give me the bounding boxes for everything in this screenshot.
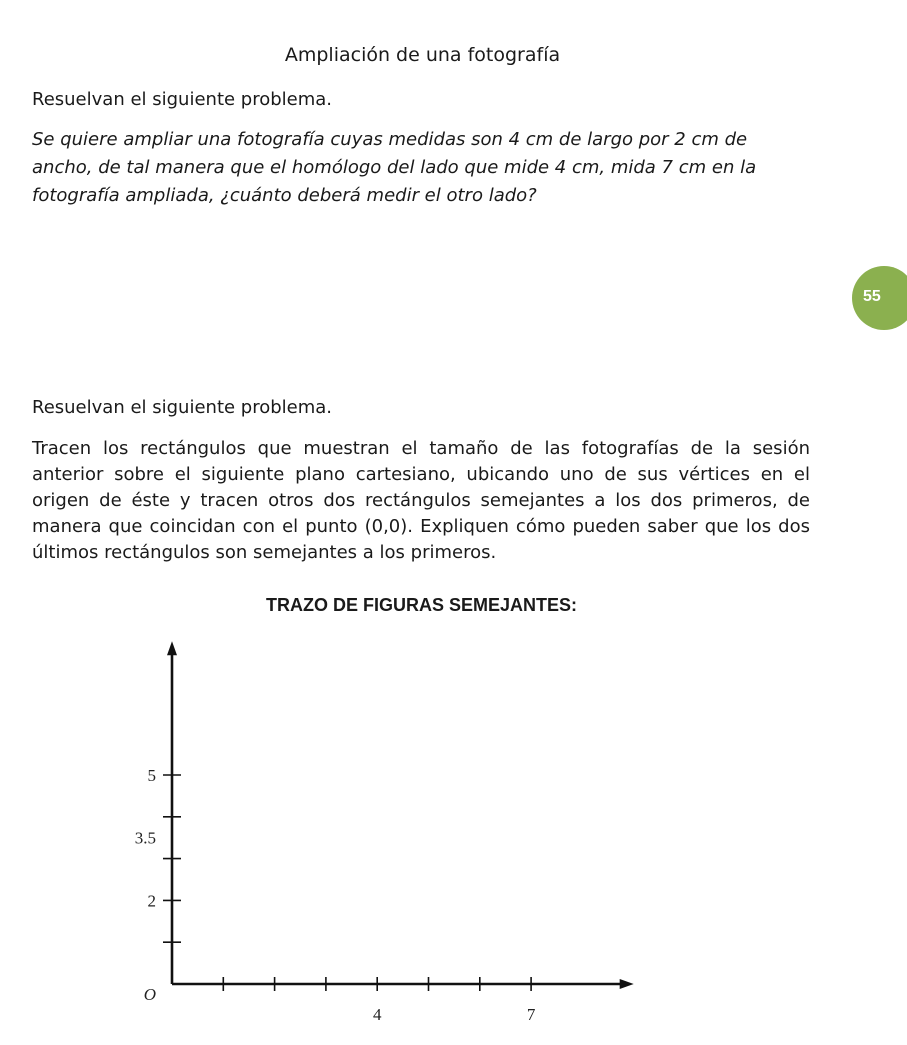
ticks-layer xyxy=(163,775,531,991)
y-axis-arrow xyxy=(167,641,177,655)
instruction-1: Resuelvan el siguiente problema. xyxy=(32,89,333,110)
x-tick-label-4: 4 xyxy=(372,1005,382,1024)
section-heading: TRAZO DE FIGURAS SEMEJANTES: xyxy=(265,595,578,615)
y-tick-label-2: 2 xyxy=(147,891,156,911)
problem-1-text: Se quiere ampliar una fotografía cuyas medidas son 4 cm de largo por 2 cm de ancho, de tal manera que el homólogo del lado que mide 4 cm, mida 7 cm en la fotografía ampliada, ¿cuánto deberá medir el otro lado? xyxy=(32,129,757,206)
problem-2-text: Tracen los rectángulos que muestran el tamaño de las fotografías de la sesión anterior sobre el siguiente plano cartesiano, ubicando uno de sus vértices en el origen de éste y tracen otros dos rectángulos semejantes a los dos primeros, de manera que coincidan con el punto (0,0). Expliquen cómo pueden saber que los dos últimos rectángulos son semejantes a los primeros. xyxy=(32,438,810,563)
y-tick-label-5: 5 xyxy=(147,766,156,785)
origin-label: O xyxy=(143,985,156,1004)
page-title: Ampliación de una fotografía xyxy=(284,44,561,66)
axes-layer xyxy=(167,641,634,989)
x-tick-label-7: 7 xyxy=(526,1005,536,1024)
page-number-badge: 55 xyxy=(852,266,907,330)
cartesian-plane xyxy=(0,640,907,1040)
y-tick-label-3.5: 3.5 xyxy=(134,828,156,848)
instruction-2: Resuelvan el siguiente problema. xyxy=(32,397,333,418)
x-axis-arrow xyxy=(620,979,634,989)
